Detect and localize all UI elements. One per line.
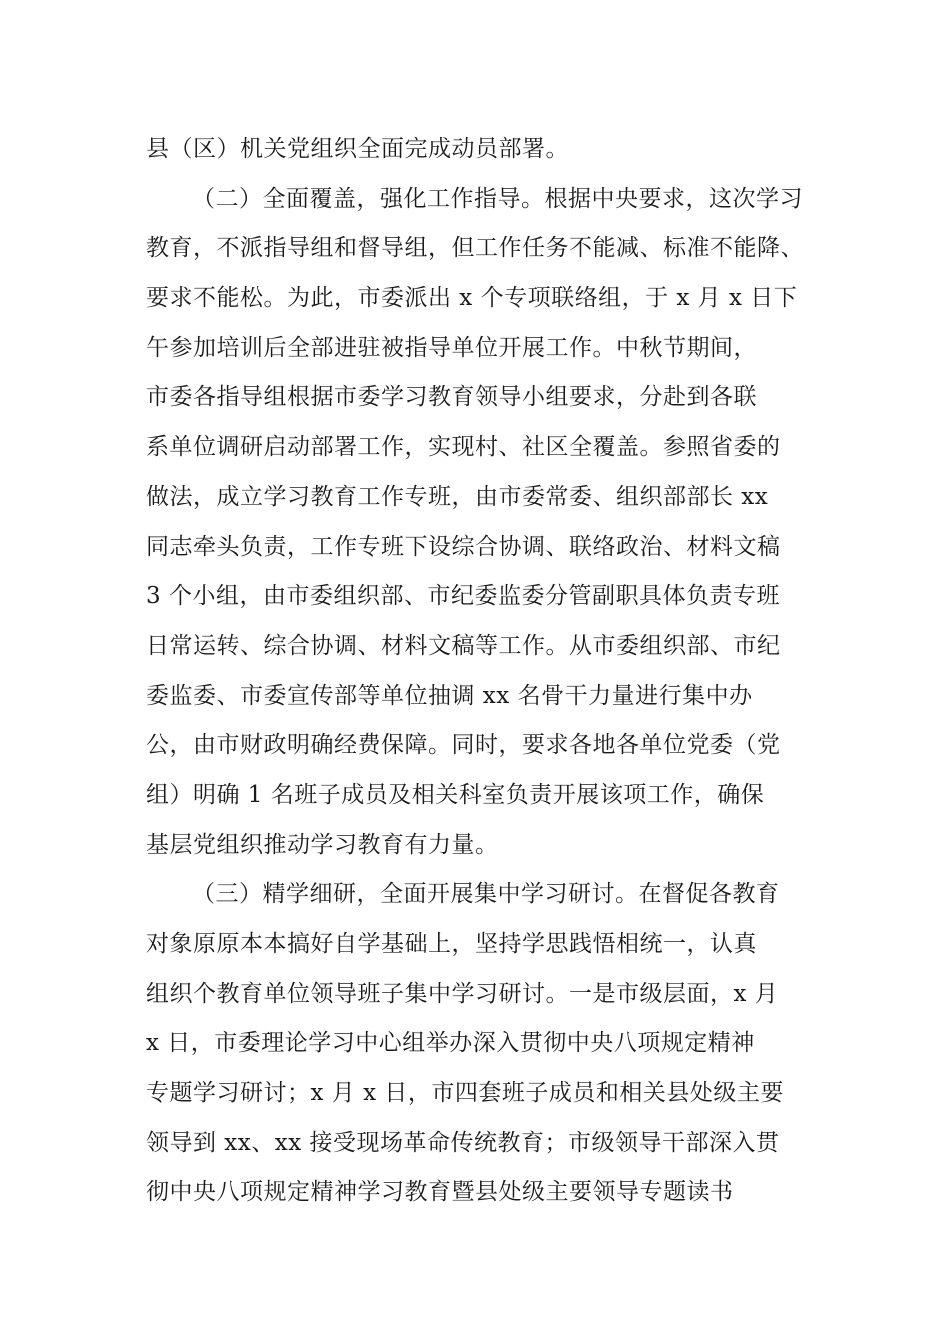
paragraph-1 [146, 175, 826, 871]
text-line: 日常运转、综合协调、材料文稿等工作。从市委组织部、市纪 [146, 632, 781, 659]
text-line: 专题学习研讨；x 月 x 日，市四套班子成员和相关县处级主要 [146, 1080, 784, 1107]
text-line: 委监委、市委宣传部等单位抽调 xx 名骨干力量进行集中办 [146, 682, 753, 709]
body-text [146, 125, 826, 1218]
text-line: 彻中央八项规定精神学习教育暨县处级主要领导专题读书 [146, 1179, 734, 1206]
text-line: 3 个小组，由市委组织部、市纪委监委分管副职具体负责专班 [146, 583, 780, 610]
paragraph-2 [146, 870, 826, 1218]
text-line: （三）精学细研，全面开展集中学习研讨。在督促各教育 [192, 881, 780, 908]
text-line: x 日，市委理论学习中心组举办深入贯彻中央八项规定精神 [146, 1030, 755, 1057]
text-line: 要求不能松。为此，市委派出 x 个专项联络组，于 x 月 x 日下 [146, 285, 798, 312]
text-line: 午参加培训后全部进驻被指导单位开展工作。中秋节期间， [146, 334, 757, 361]
text-line: 市委各指导组根据市委学习教育领导小组要求，分赴到各联 [146, 384, 757, 411]
text-line: 组织个教育单位领导班子集中学习研讨。一是市级层面，x 月 [146, 980, 779, 1007]
text-line: 系单位调研启动部署工作，实现村、社区全覆盖。参照省委的 [146, 434, 781, 461]
text-line: 教育，不派指导组和督导组，但工作任务不能减、标准不能降、 [146, 235, 804, 262]
text-line: 做法，成立学习教育工作专班，由市委常委、组织部部长 xx [146, 483, 769, 510]
text-line: （二）全面覆盖，强化工作指导。根据中央要求，这次学习 [192, 185, 803, 212]
text-line: 同志牵头负责，工作专班下设综合协调、联络政治、材料文稿 [146, 533, 781, 560]
text-line: 公，由市财政明确经费保障。同时，要求各地各单位党委（党 [146, 732, 781, 759]
text-line: 基层党组织推动学习教育有力量。 [146, 831, 499, 858]
text-line: 组）明确 1 名班子成员及相关科室负责开展该项工作，确保 [146, 781, 765, 808]
paragraph-0 [146, 125, 826, 175]
text-line: 对象原原本本搞好自学基础上，坚持学思践悟相统一，认真 [146, 931, 757, 957]
text-line: 县（区）机关党组织全面完成动员部署。 [146, 136, 569, 162]
text-line: 领导到 xx、xx 接受现场革命传统教育；市级领导干部深入贯 [146, 1129, 780, 1156]
